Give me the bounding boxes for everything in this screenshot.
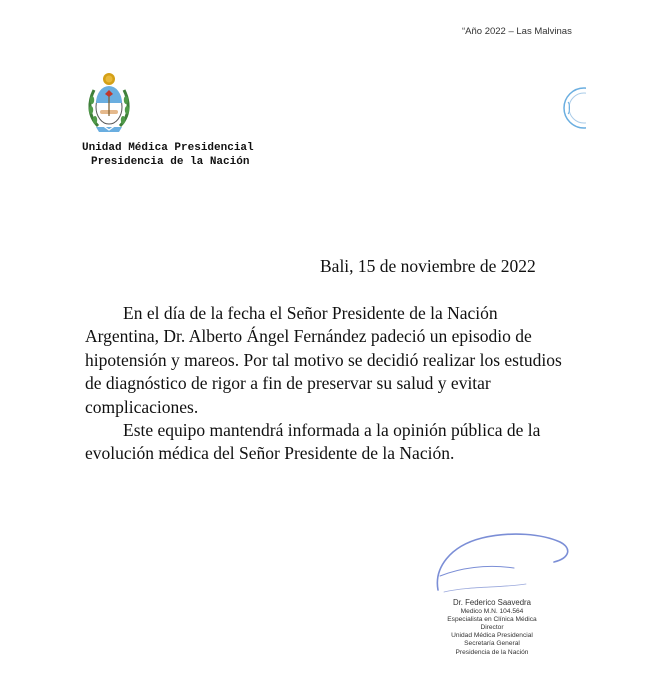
signatory-unit: Unidad Médica Presidencial xyxy=(451,632,533,640)
signatory-secretariat: Secretaría General xyxy=(464,640,520,648)
institution-line-2: Presidencia de la Nación xyxy=(91,156,250,168)
signatory-specialty: Especialista en Clínica Médica xyxy=(447,615,537,623)
header-motto: “Año 2022 – Las Malvinas xyxy=(462,26,572,37)
letter-body xyxy=(85,302,567,466)
institution-line-1: Unidad Médica Presidencial xyxy=(82,142,254,154)
signature-block xyxy=(422,598,562,657)
signatory-name: Dr. Federico Saavedra xyxy=(452,598,531,607)
argentina-coat-of-arms-icon xyxy=(86,70,132,136)
letter-date: Bali, 15 de noviembre de 2022 xyxy=(320,256,536,276)
signatory-role: Director xyxy=(480,624,504,631)
signatory-license: Medico M.N. 104.564 xyxy=(460,607,524,615)
letter-paragraph-1: En el día de la fecha el Señor Presidente de la Nación Argentina, Dr. Alberto Ángel Fernández padeció un episodio de hipotensión y mareos. Por tal motivo se decidió realizar los estudios de diagnóstico de rigor a fin de preservar su salud y evitar complicaciones. xyxy=(85,303,562,417)
signatory-presidency: Presidencia de la Nación xyxy=(455,648,529,656)
letter-paragraph-2: Este equipo mantendrá informada a la opinión pública de la evolución médica del Señor Presidente de la Nación. xyxy=(85,420,541,464)
partial-seal-stamp xyxy=(556,84,586,132)
institution-name xyxy=(82,141,254,169)
handwritten-signature xyxy=(430,528,580,600)
